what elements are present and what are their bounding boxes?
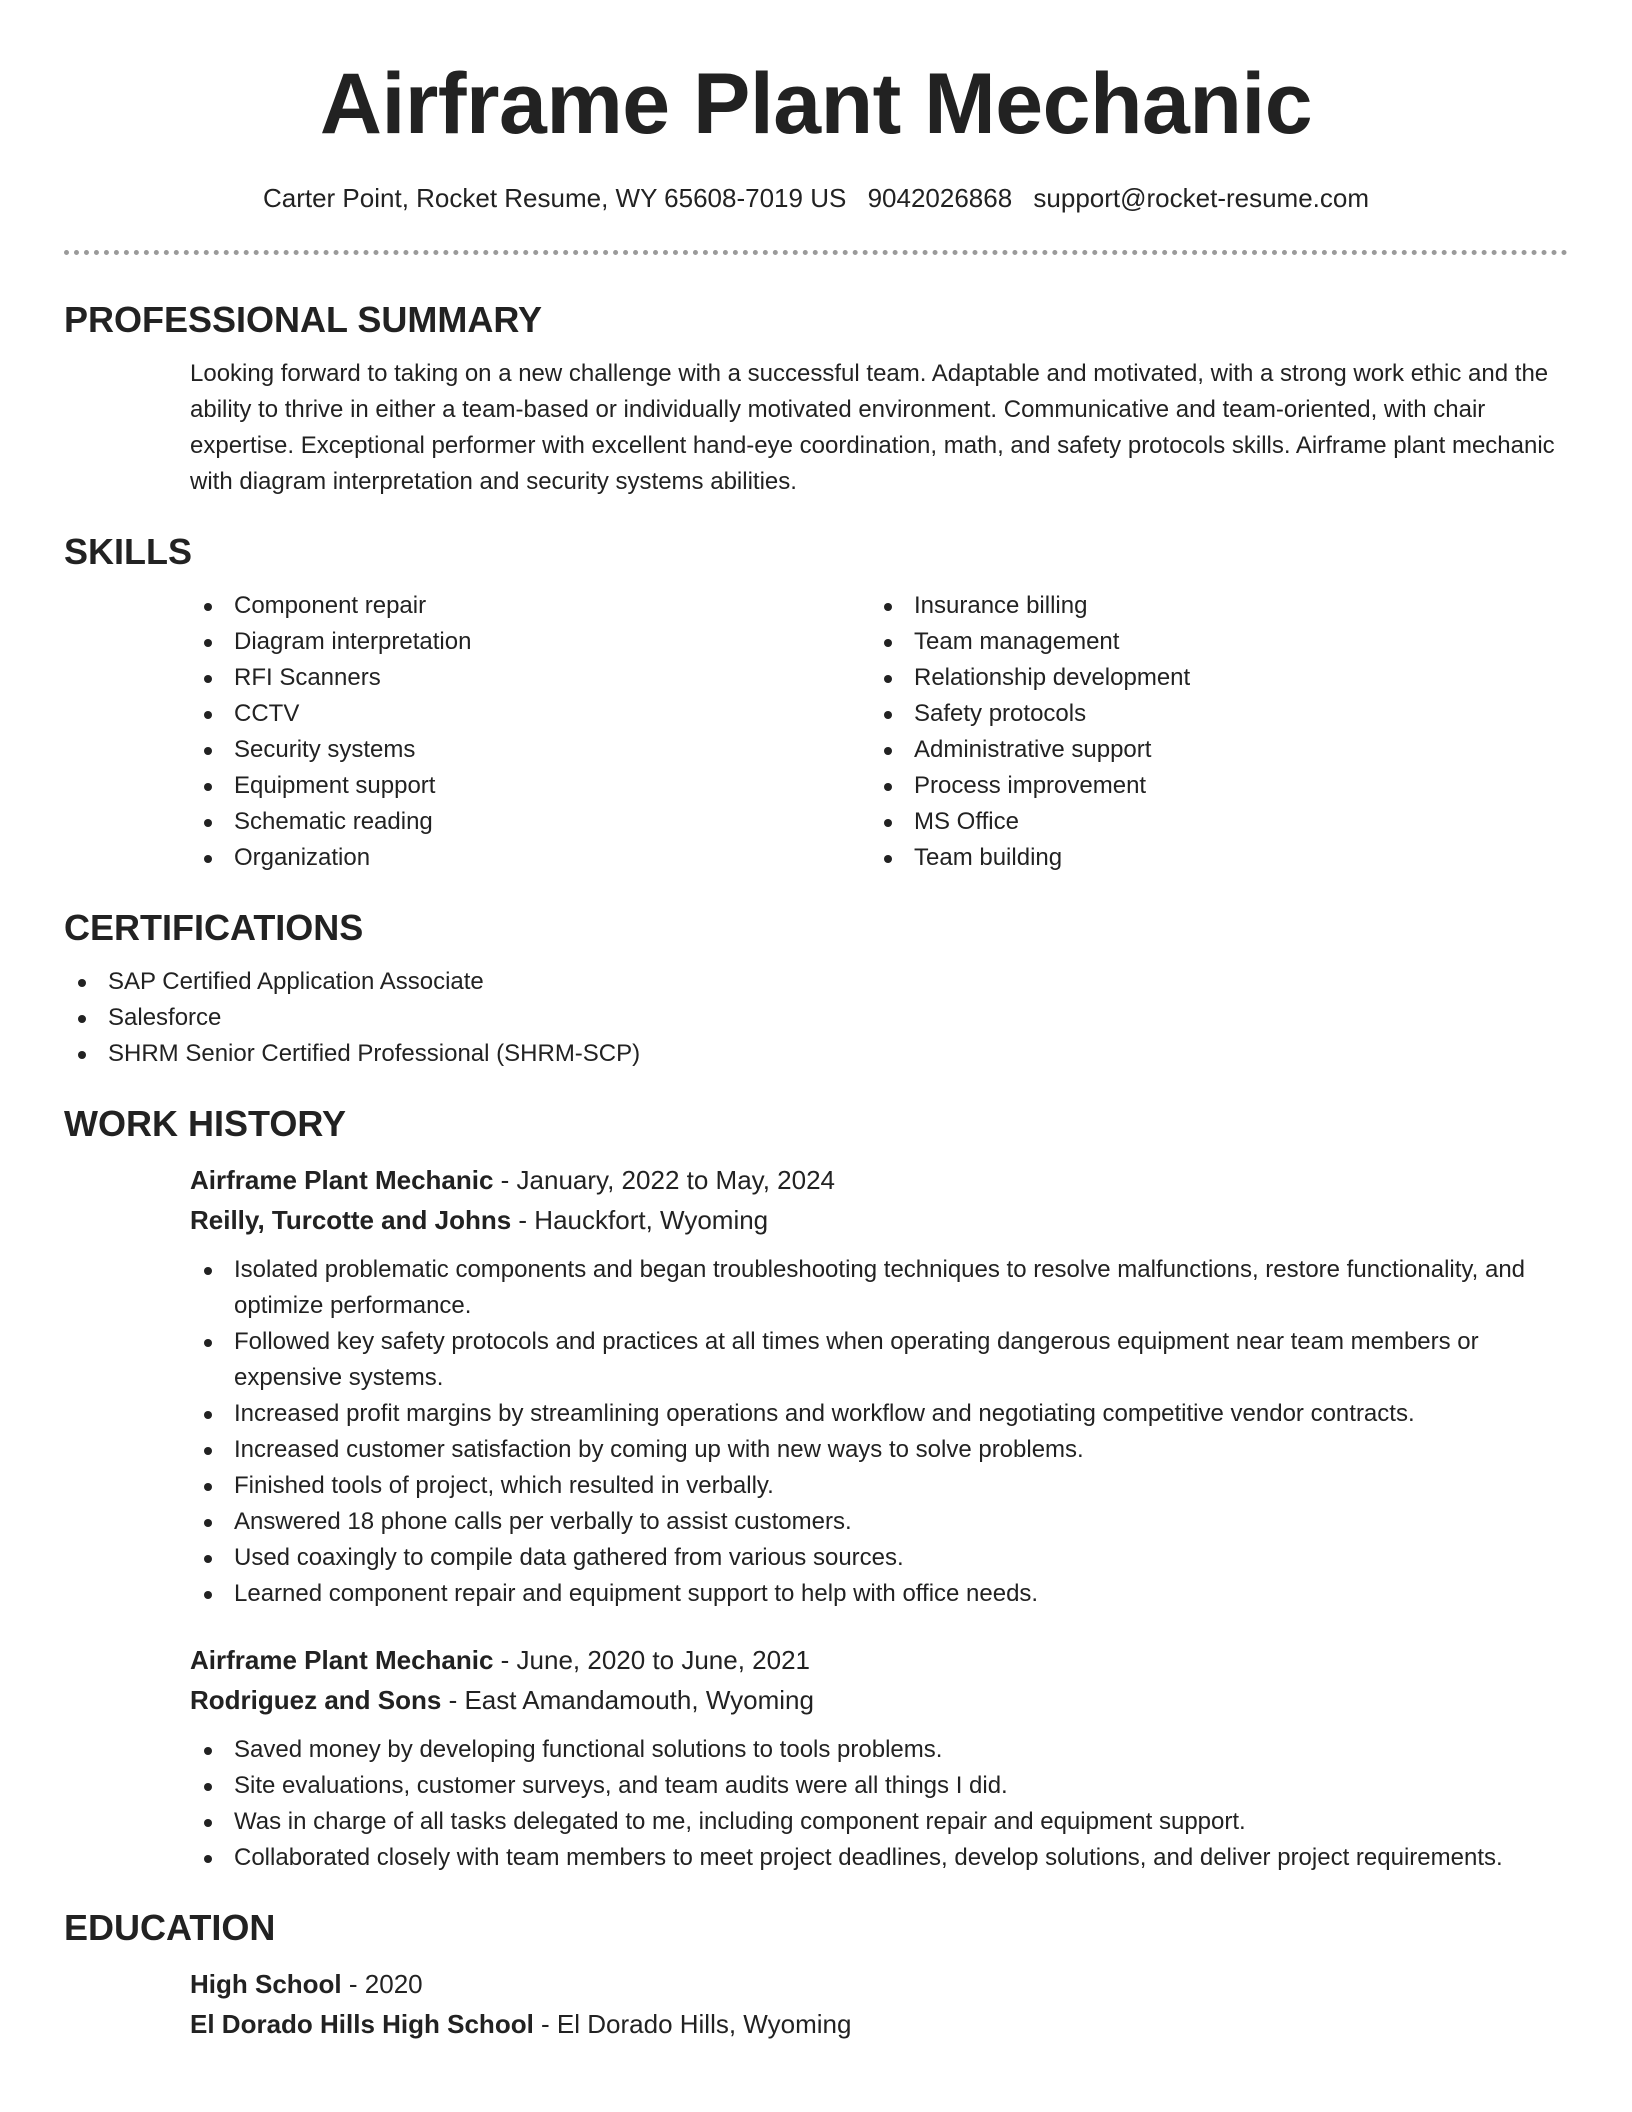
education-degree: High School [190,1969,342,1999]
job-dates: - January, 2022 to May, 2024 [493,1165,836,1195]
skills-heading: SKILLS [64,531,193,572]
job-company-line [190,1200,1568,1240]
job-bullet: Followed key safety protocols and practices at all times when operating dangerous equipment near team members or expensive systems. [190,1324,1568,1396]
skill-item: MS Office [870,804,1550,840]
header-divider [64,250,1568,255]
skill-item: RFI Scanners [190,660,870,696]
skill-item: Process improvement [870,768,1550,804]
education-location: - El Dorado Hills, Wyoming [533,2009,852,2039]
summary-text: Looking forward to taking on a new challenge with a successful team. Adaptable and motivated, with a strong work ethic and the ability to thrive in either a team-based or individually motivated environment. Communicative and team-oriented, with chair expertise. Exceptional performer with excellent hand-eye coordination, math, and safety protocols skills. Airframe plant mechanic with diagram interpretation and security systems abilities. [190,360,1555,495]
education-school: El Dorado Hills High School [190,2009,534,2039]
job-title-line [190,1160,1568,1200]
skills-list-left [190,588,870,876]
job-bullets [190,1252,1568,1612]
contact-email[interactable]: support@rocket-resume.com [1033,183,1370,213]
job-title-line [190,1640,1568,1680]
job-company-line [190,1680,1568,1720]
skill-item: Diagram interpretation [190,624,870,660]
job-bullet: Site evaluations, customer surveys, and team audits were all things I did. [190,1768,1568,1804]
education-degree-line [190,1964,1568,2004]
skill-item: Relationship development [870,660,1550,696]
job-bullet: Used coaxingly to compile data gathered from various sources. [190,1540,1568,1576]
job-bullet: Finished tools of project, which resulted in verbally. [190,1468,1568,1504]
education-entry [190,1964,1568,2044]
job-entry [190,1640,1568,1876]
candidate-name: Airframe Plant Mechanic [319,56,1313,152]
education-heading: EDUCATION [64,1907,276,1948]
resume-content [64,296,1568,2044]
job-company: Rodriguez and Sons [190,1685,442,1715]
job-role: Airframe Plant Mechanic [190,1165,494,1195]
skill-item: Insurance billing [870,588,1550,624]
skill-item: Team building [870,840,1550,876]
work-history-section [64,1100,1568,1876]
job-bullet: Collaborated closely with team members to meet project deadlines, develop solutions, and deliver project requirements. [190,1840,1568,1876]
job-dates: - June, 2020 to June, 2021 [493,1645,811,1675]
job-bullet: Was in charge of all tasks delegated to me, including component repair and equipment support. [190,1804,1568,1840]
job-role: Airframe Plant Mechanic [190,1645,494,1675]
skill-item: CCTV [190,696,870,732]
contact-address: Carter Point, Rocket Resume, WY 65608-7019 US [262,183,847,213]
skill-item: Component repair [190,588,870,624]
skill-item: Team management [870,624,1550,660]
skill-item: Administrative support [870,732,1550,768]
job-company: Reilly, Turcotte and Johns [190,1205,512,1235]
skill-item: Equipment support [190,768,870,804]
job-bullet: Increased customer satisfaction by coming up with new ways to solve problems. [190,1432,1568,1468]
contact-line [0,180,1632,216]
education-year: - 2020 [341,1969,423,1999]
contact-phone: 9042026868 [867,183,1013,213]
skill-item: Security systems [190,732,870,768]
certifications-list [64,964,1442,1072]
job-bullet: Isolated problematic components and began troubleshooting techniques to resolve malfunctions, restore functionality, and optimize performance. [190,1252,1568,1324]
job-bullets [190,1732,1568,1876]
job-bullet: Saved money by developing functional solutions to tools problems. [190,1732,1568,1768]
education-section [64,1904,1568,2044]
certification-item: SAP Certified Application Associate [64,964,1442,1000]
skills-section [64,528,1568,876]
skill-item: Safety protocols [870,696,1550,732]
job-bullet: Learned component repair and equipment support to help with office needs. [190,1576,1568,1612]
education-school-line [190,2004,1568,2044]
skills-list-right [870,588,1550,876]
skill-item: Organization [190,840,870,876]
skill-item: Schematic reading [190,804,870,840]
summary-heading: PROFESSIONAL SUMMARY [64,299,543,340]
job-location: - East Amandamouth, Wyoming [441,1685,814,1715]
job-bullet: Answered 18 phone calls per verbally to assist customers. [190,1504,1568,1540]
skills-columns [190,576,1568,876]
job-entry [190,1160,1568,1612]
certifications-section [64,904,1568,1072]
job-location: - Hauckfort, Wyoming [511,1205,769,1235]
certification-item: SHRM Senior Certified Professional (SHRM-SCP) [64,1036,1442,1072]
certification-item: Salesforce [64,1000,1442,1036]
job-bullet: Increased profit margins by streamlining operations and workflow and negotiating competitive vendor contracts. [190,1396,1568,1432]
summary-section [64,296,1568,500]
certifications-heading: CERTIFICATIONS [64,907,364,948]
work-history-heading: WORK HISTORY [64,1103,347,1144]
